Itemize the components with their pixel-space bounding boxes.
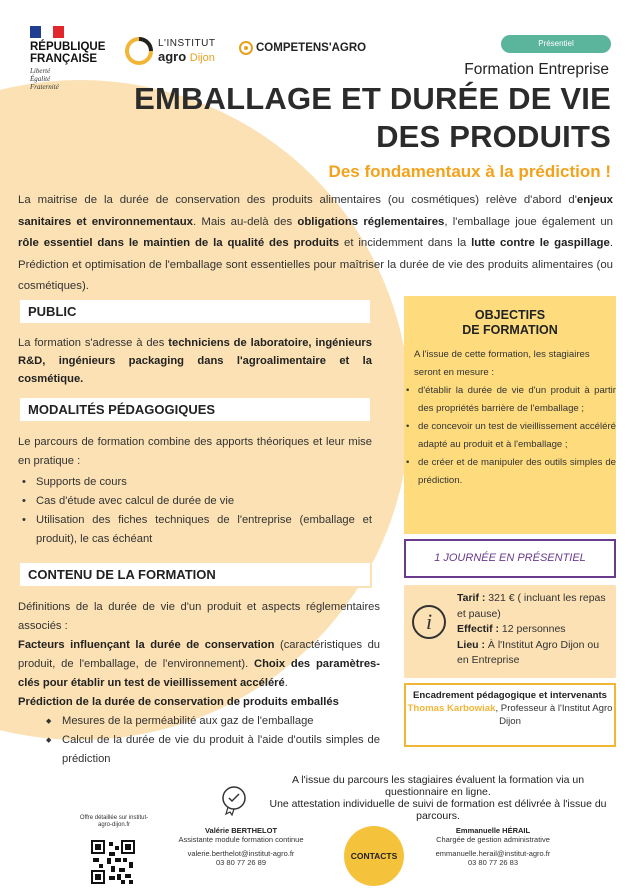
duration-box: 1 JOURNÉE EN PRÉSENTIEL	[404, 539, 616, 578]
page-subtitle: Des fondamentaux à la prédiction !	[328, 162, 611, 181]
contenu-text: Définitions de la durée de vie d'un produit et aspects réglementaires associés : Facteurs influençant la durée de conservation (caractéristiques du produit, de l'emballage, de l'environnement). Choix des paramètres-clés pour établir un test de vieillissement accéléré. Prédiction de la durée de conservation de produits emballés ◆ Mesures de la perméabilité aux gaz de l'emballage ◆ Calcul de la durée de vie du produit à l'aide d'outils simples de prédiction	[18, 598, 380, 769]
institut-agro-dijon-text: agro Dijon	[158, 49, 215, 64]
section-header-public: PUBLIC	[18, 298, 372, 325]
instructor-name: Thomas Karbowiak	[407, 703, 496, 714]
formation-type: Formation Entreprise	[464, 61, 609, 78]
republic-motto: Liberté Égalité Fraternité	[30, 67, 59, 91]
list-item: ◆ Calcul de la durée de vie du produit à l'aide d'outils simples de prédiction	[44, 731, 380, 769]
encadrement-box: Encadrement pédagogique et intervenants Thomas Karbowiak, Professeur à l'Institut Agro Dijon	[404, 683, 616, 747]
contacts-badge: CONTACTS	[344, 826, 404, 886]
info-icon: i	[412, 605, 446, 639]
presentiel-badge: Présentiel	[501, 35, 611, 53]
evaluation-text: A l'issue du parcours les stagiaires évaluent la formation via un questionnaire en ligne. Une attestation individuelle de suivi de formation est délivrée à l'issue du parcours.	[269, 774, 607, 822]
list-item: • Supports de cours	[18, 473, 372, 492]
list-item: ◆ Mesures de la perméabilité aux gaz de l'emballage	[44, 712, 380, 731]
competens-agro-text: COMPETENS'AGRO	[256, 42, 367, 54]
modalites-text: Le parcours de formation combine des apports théoriques et leur mise en pratique : • Supports de cours • Cas d'étude avec calcul de durée de vie • Utilisation des fiches techniques de l'entreprise (emballage et produit), le cas échéant	[18, 433, 372, 549]
intro-paragraph: La maitrise de la durée de conservation des produits alimentaires (ou cosmétiques) relève d'abord d'enjeux sanitaires et environnementaux. Mais au-delà des obligations réglementaires, l'emballage joue également un rôle essentiel dans le maintien de la qualité des produits et incidemment dans la lutte contre le gaspillage. Prédiction et optimisation de l'emballage sont essentielles pour maîtriser la durée de vie des produits alimentaires (ou cosmétiques).	[18, 194, 613, 292]
section-header-contenu: CONTENU DE LA FORMATION	[18, 561, 372, 588]
objectives-title: OBJECTIFS DE FORMATION	[462, 308, 558, 337]
list-item: • de concevoir un test de vieillissement accéléré adapté au produit et à l'emballage ;	[404, 418, 616, 454]
objectives-intro: A l'issue de cette formation, les stagiaires seront en mesure :	[414, 349, 590, 378]
info-text: Tarif : 321 € ( incluant les repas et pause) Effectif : 12 personnes Lieu : À l'Institut Agro Dijon ou en Entreprise	[457, 592, 606, 666]
list-item: • Cas d'étude avec calcul de durée de vie	[18, 492, 372, 511]
objectives-list	[404, 382, 616, 490]
email-link[interactable]: emmanuelle.herail@institut-agro.fr	[435, 849, 551, 858]
list-item: • de créer et de manipuler des outils simples de prédiction.	[404, 454, 616, 490]
republique-francaise-logo: RÉPUBLIQUE FRANÇAISE	[30, 41, 106, 65]
page-title: EMBALLAGE ET DURÉE DE VIE DES PRODUITS	[134, 81, 611, 154]
certificate-medal-icon	[218, 784, 250, 816]
objectives-box	[404, 296, 616, 534]
institut-agro-logo-icon	[124, 36, 154, 66]
contact-berthelot: Valérie BERTHELOT Assistante module formation continue valerie.berthelot@institut-agro.fr 03 80 77 26 89	[166, 826, 316, 867]
public-text: La formation s'adresse à des techniciens de laboratoire, ingénieurs R&D, ingénieurs packaging dans l'agroalimentaire et la cosmétique.	[18, 337, 372, 385]
list-item: • Utilisation des fiches techniques de l'entreprise (emballage et produit), le cas échéant	[18, 511, 372, 549]
institut-agro-text: L'INSTITUT	[158, 38, 216, 49]
competens-logo-icon	[238, 40, 254, 56]
french-flag-icon	[30, 26, 64, 38]
section-header-modalites: MODALITÉS PÉDAGOGIQUES	[18, 396, 372, 423]
email-link[interactable]: valerie.berthelot@institut-agro.fr	[187, 849, 295, 858]
contact-herail: Emmanuelle HÉRAIL Chargée de gestion administrative emmanuelle.herail@institut-agro.fr 03 80 77 26 83	[418, 826, 568, 867]
info-box	[404, 585, 616, 678]
qr-code-icon[interactable]	[91, 840, 135, 884]
list-item: • d'établir la durée de vie d'un produit à partir des propriétés barrière de l'emballage ;	[404, 382, 616, 418]
qr-label: Offre détaillée sur institut-agro-dijon.fr	[79, 815, 149, 828]
